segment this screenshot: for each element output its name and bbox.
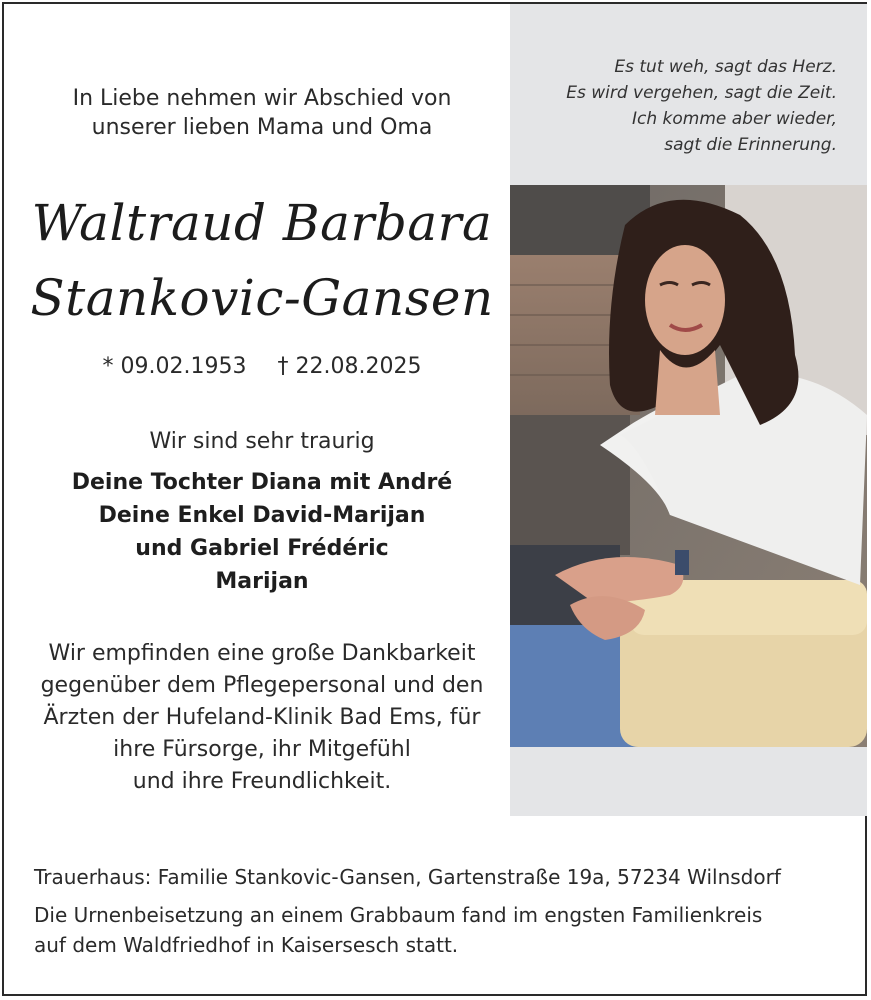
poem-line: sagt die Erinnerung. <box>664 135 837 155</box>
mourning-statement: Wir sind sehr traurig <box>149 429 375 454</box>
intro-text <box>4 84 520 142</box>
thanks-line: ihre Fürsorge, ihr Mitgefühl <box>113 737 411 762</box>
name-first: Waltraud Barbara <box>31 194 493 252</box>
thanks-line: Wir empfinden eine große Dankbarkeit <box>48 641 476 666</box>
death-date: † 22.08.2025 <box>277 354 422 379</box>
intro-line: In Liebe nehmen wir Abschied von <box>72 86 452 111</box>
thanks-line: Ärzten der Hufeland-Klinik Bad Ems, für <box>43 705 481 730</box>
life-dates <box>4 354 520 379</box>
family-line: Marijan <box>215 569 309 594</box>
thanks-line: und ihre Freundlichkeit. <box>132 769 392 794</box>
birth-date: * 09.02.1953 <box>102 354 247 379</box>
thanks-line: gegenüber dem Pflegepersonal und den <box>40 673 484 698</box>
footer <box>34 862 781 960</box>
portrait-image <box>510 185 867 747</box>
burial-info-line: Die Urnenbeisetzung an einem Grabbaum fand im engsten Familienkreis <box>34 903 763 927</box>
family-line: Deine Tochter Diana mit André <box>71 470 453 495</box>
name-last: Stankovic-Gansen <box>30 269 494 327</box>
intro-line: unserer lieben Mama und Oma <box>91 115 433 140</box>
family-line: und Gabriel Frédéric <box>135 536 389 561</box>
poem-line: Es wird vergehen, sagt die Zeit. <box>566 83 837 103</box>
burial-info-line: auf dem Waldfriedhof in Kaisersesch statt. <box>34 933 459 957</box>
poem <box>566 54 837 158</box>
family-line: Deine Enkel David-Marijan <box>98 503 426 528</box>
poem-line: Es tut weh, sagt das Herz. <box>614 57 837 77</box>
family-list <box>4 466 520 598</box>
thanks-text <box>4 638 520 798</box>
poem-line: Ich komme aber wieder, <box>632 109 837 129</box>
mourning-house-address: Trauerhaus: Familie Stankovic-Gansen, Gartenstraße 19a, 57234 Wilnsdorf <box>34 865 781 889</box>
portrait-photo <box>510 185 867 747</box>
